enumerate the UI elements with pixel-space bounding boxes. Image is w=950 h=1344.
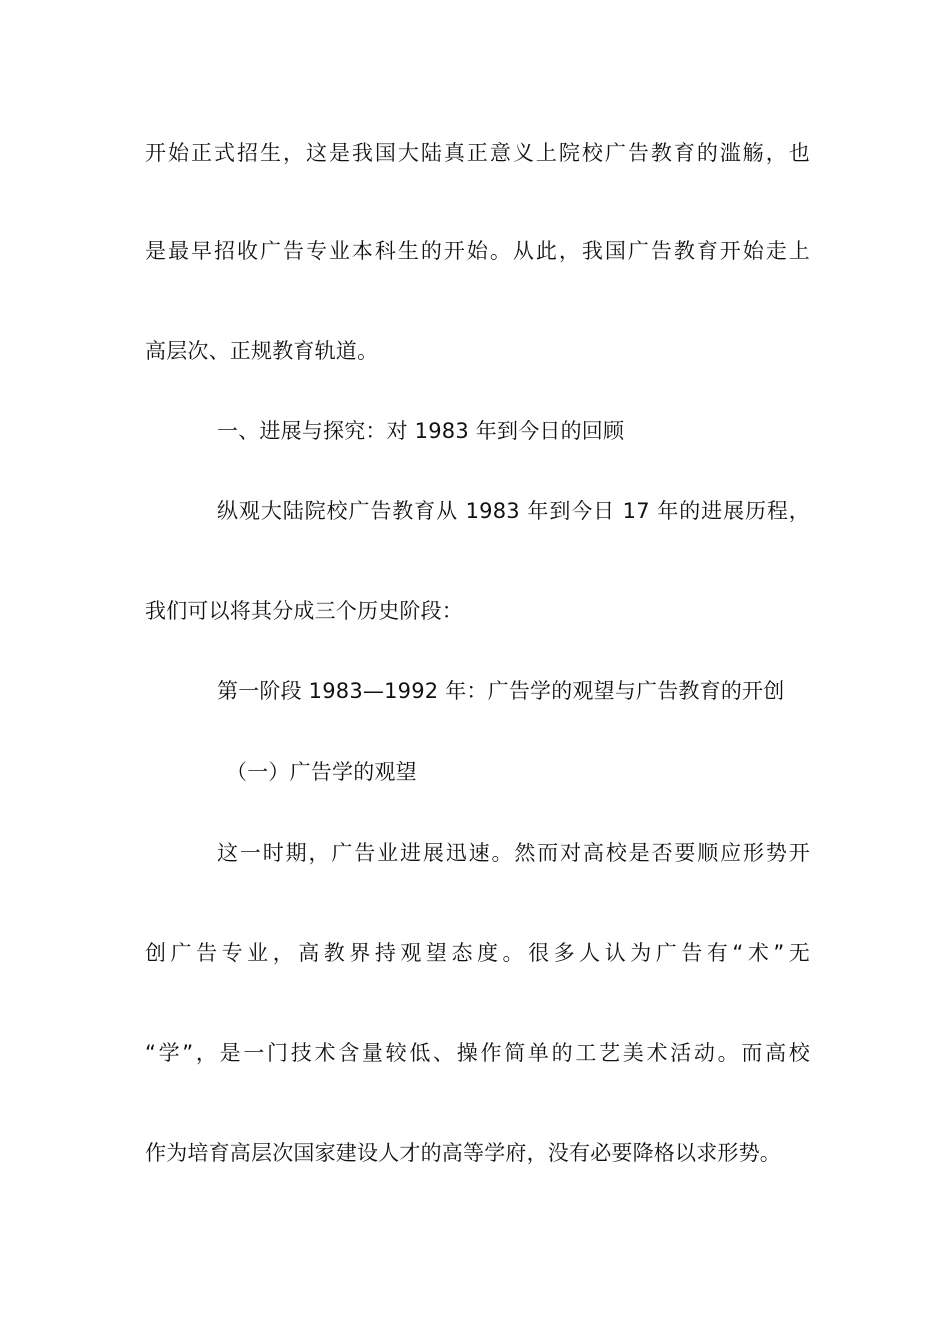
- text-line-5: 纵观大陆院校广告教育从 1983 年到今日 17 年的进展历程，: [217, 499, 810, 523]
- text-line-6: 我们可以将其分成三个历史阶段：: [145, 599, 463, 623]
- text-line-12: 作为培育高层次国家建设人才的高等学府，没有必要降格以求形势。: [145, 1141, 781, 1165]
- text-line-11: “学”，是一门技术含量较低、操作简单的工艺美术活动。而高校: [145, 1041, 810, 1065]
- text-line-2: 是最早招收广告专业本科生的开始。从此，我国广告教育开始走上: [145, 239, 810, 263]
- text-line-3: 高层次、正规教育轨道。: [145, 339, 379, 363]
- subsection-heading: （一）广告学的观望: [226, 760, 417, 784]
- text-line-10: 创广告专业，高教界持观望态度。很多人认为广告有“术”无: [145, 941, 810, 965]
- section-heading: 一、进展与探究：对 1983 年到今日的回顾: [217, 419, 625, 443]
- text-line-9: 这一时期，广告业进展迅速。然而对高校是否要顺应形势开: [217, 841, 810, 865]
- text-line-1: 开始正式招生，这是我国大陆真正意义上院校广告教育的滥觞，也: [145, 141, 810, 165]
- stage-heading: 第一阶段 1983—1992 年：广告学的观望与广告教育的开创: [217, 679, 785, 703]
